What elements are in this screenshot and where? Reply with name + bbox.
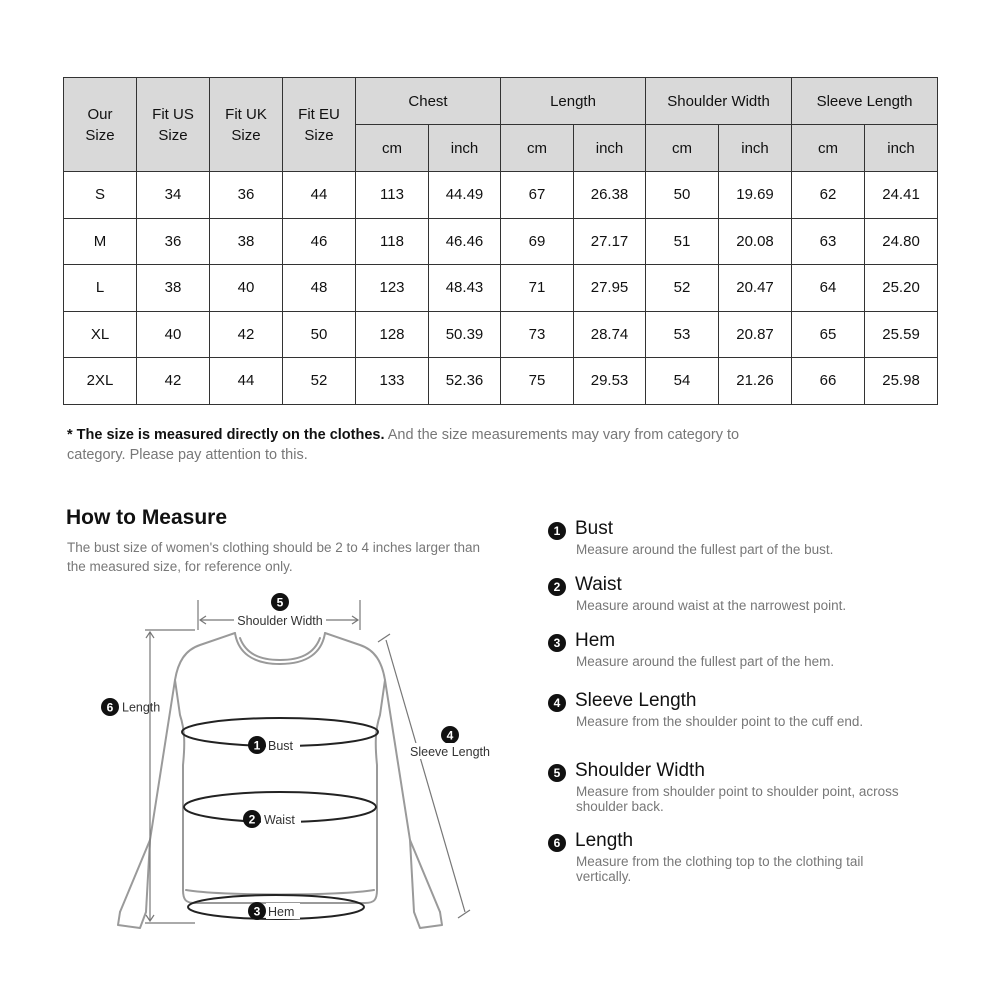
table-cell: 20.47 (719, 265, 792, 312)
table-cell: 25.98 (865, 358, 938, 405)
table-cell: 24.41 (865, 172, 938, 219)
table-cell: 20.87 (719, 311, 792, 358)
table-cell: 36 (210, 172, 283, 219)
legend-description: Measure from the shoulder point to the cuff end. (576, 714, 864, 729)
table-cell: 42 (137, 358, 210, 405)
unit-inch: inch (429, 125, 501, 172)
table-cell: 44 (283, 172, 356, 219)
badge-2 (243, 810, 261, 828)
unit-inch: inch (719, 125, 792, 172)
number-badge-icon: 1 (548, 522, 566, 540)
table-cell: 29.53 (574, 358, 646, 405)
table-cell: 28.74 (574, 311, 646, 358)
header-chest: Chest (356, 78, 501, 125)
table-cell: 20.08 (719, 218, 792, 265)
table-cell: 50.39 (429, 311, 501, 358)
header-fit-uk: Fit UK Size (210, 78, 283, 172)
table-cell: S (64, 172, 137, 219)
table-cell: 128 (356, 311, 429, 358)
legend-description: Measure from shoulder point to shoulder point, across shoulder back. (576, 784, 899, 814)
header-fit-eu: Fit EU Size (283, 78, 356, 172)
hem-label: Hem (268, 905, 295, 919)
table-cell: 46.46 (429, 218, 501, 265)
sweater-outline (118, 633, 442, 928)
waist-label: Waist (264, 813, 295, 827)
sleeve-length-label: Sleeve Length (410, 745, 490, 759)
table-cell: 52 (283, 358, 356, 405)
table-cell: 67 (501, 172, 574, 219)
bust-label: Bust (268, 739, 294, 753)
table-row (64, 311, 938, 358)
table-row (64, 218, 938, 265)
unit-cm: cm (356, 125, 429, 172)
size-note-bold: * The size is measured directly on the clothes. (67, 427, 385, 443)
table-cell: 63 (792, 218, 865, 265)
header-sleeve-length: Sleeve Length (792, 78, 938, 125)
table-row (64, 172, 938, 219)
legend-title: Hem (575, 630, 616, 651)
table-cell: 25.20 (865, 265, 938, 312)
table-row (64, 265, 938, 312)
table-cell: 52 (646, 265, 719, 312)
table-cell: 38 (137, 265, 210, 312)
table-cell: 113 (356, 172, 429, 219)
table-cell: 64 (792, 265, 865, 312)
unit-cm: cm (501, 125, 574, 172)
table-cell: 50 (646, 172, 719, 219)
table-cell: 73 (501, 311, 574, 358)
header-our-size: Our Size (64, 78, 137, 172)
how-to-measure-subtitle: The bust size of women's clothing should be 2 to 4 inches larger than the measured size, for reference only. (67, 540, 481, 574)
legend-title: Bust (575, 518, 614, 539)
header-shoulder-width: Shoulder Width (646, 78, 792, 125)
header-fit-us: Fit US Size (137, 78, 210, 172)
number-badge-icon: 6 (548, 834, 566, 852)
table-cell: 21.26 (719, 358, 792, 405)
number-badge-icon: 3 (548, 634, 566, 652)
table-cell: 62 (792, 172, 865, 219)
badge-6 (101, 698, 119, 716)
table-cell: 19.69 (719, 172, 792, 219)
table-cell: 25.59 (865, 311, 938, 358)
table-cell: 66 (792, 358, 865, 405)
header-length: Length (501, 78, 646, 125)
table-cell: 54 (646, 358, 719, 405)
table-cell: 48.43 (429, 265, 501, 312)
table-cell: 71 (501, 265, 574, 312)
table-cell: 24.80 (865, 218, 938, 265)
length-arrow (145, 630, 195, 923)
svg-text:4: 4 (446, 728, 454, 743)
table-cell: 26.38 (574, 172, 646, 219)
number-badge-icon: 4 (548, 694, 566, 712)
table-cell: 118 (356, 218, 429, 265)
unit-inch: inch (865, 125, 938, 172)
table-cell: M (64, 218, 137, 265)
svg-text:2: 2 (248, 812, 256, 827)
legend-description: Measure from the clothing top to the clothing tail vertically. (576, 854, 864, 884)
badge-4 (441, 726, 459, 744)
shoulder-width-label: Shoulder Width (237, 614, 323, 628)
legend-description: Measure around the fullest part of the bust. (576, 542, 834, 557)
unit-inch: inch (574, 125, 646, 172)
table-cell: 40 (210, 265, 283, 312)
svg-text:3: 3 (253, 904, 261, 919)
unit-cm: cm (792, 125, 865, 172)
table-cell: 27.17 (574, 218, 646, 265)
table-cell: 38 (210, 218, 283, 265)
table-cell: 44 (210, 358, 283, 405)
sweater-diagram (90, 590, 510, 940)
table-row (64, 358, 938, 405)
number-badge-icon: 5 (548, 764, 566, 782)
how-to-measure-title: How to Measure (66, 506, 228, 529)
table-cell: 27.95 (574, 265, 646, 312)
table-cell: 52.36 (429, 358, 501, 405)
svg-text:1: 1 (253, 738, 261, 753)
legend-title: Shoulder Width (575, 760, 705, 781)
legend-title: Length (575, 830, 634, 851)
table-cell: 123 (356, 265, 429, 312)
legend-description: Measure around waist at the narrowest point. (576, 598, 847, 613)
size-note (67, 425, 767, 465)
table-cell: 53 (646, 311, 719, 358)
table-cell: 75 (501, 358, 574, 405)
svg-text:6: 6 (106, 700, 114, 715)
unit-cm: cm (646, 125, 719, 172)
table-cell: 44.49 (429, 172, 501, 219)
size-chart-table (63, 77, 938, 405)
svg-text:5: 5 (276, 595, 284, 610)
table-cell: 50 (283, 311, 356, 358)
table-cell: 51 (646, 218, 719, 265)
legend-title: Waist (575, 574, 622, 595)
table-cell: 46 (283, 218, 356, 265)
length-label: Length (122, 700, 161, 715)
number-badge-icon: 2 (548, 578, 566, 596)
table-cell: XL (64, 311, 137, 358)
badge-1 (248, 736, 266, 754)
table-cell: 36 (137, 218, 210, 265)
table-cell: 48 (283, 265, 356, 312)
table-cell: 69 (501, 218, 574, 265)
badge-5 (271, 593, 289, 611)
table-cell: 40 (137, 311, 210, 358)
table-cell: 42 (210, 311, 283, 358)
legend-description: Measure around the fullest part of the hem. (576, 654, 835, 669)
table-cell: 133 (356, 358, 429, 405)
badge-3 (248, 902, 266, 920)
legend-title: Sleeve Length (575, 690, 697, 711)
table-cell: 2XL (64, 358, 137, 405)
table-cell: 65 (792, 311, 865, 358)
table-cell: 34 (137, 172, 210, 219)
table-cell: L (64, 265, 137, 312)
size-note-rest: And the size measurements may vary from category to category. Please pay attention to this. (67, 427, 740, 463)
